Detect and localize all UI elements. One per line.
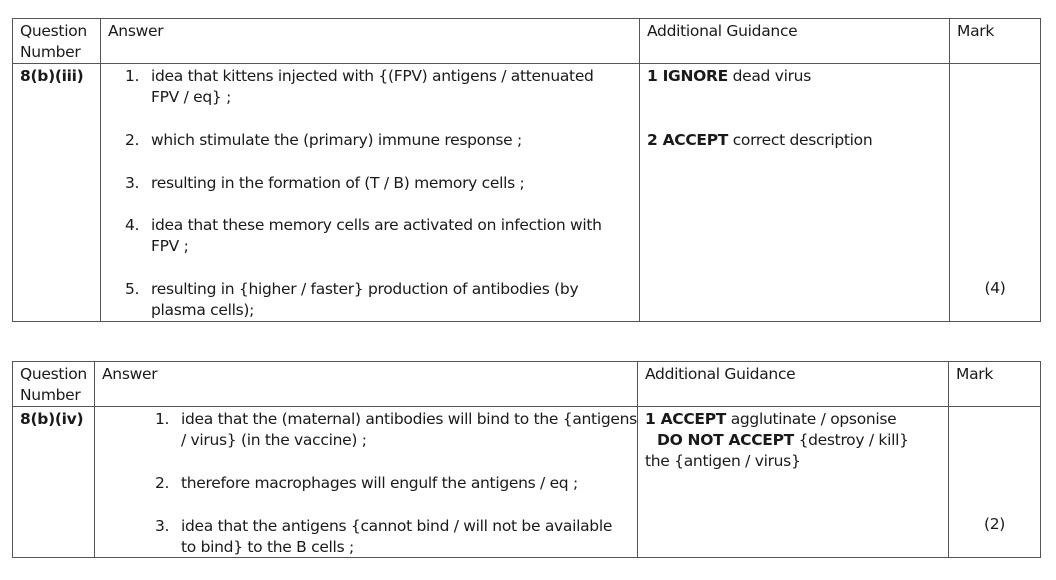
item-text: resulting in {higher / faster} production of antibodies (by plasma cells);	[151, 280, 579, 319]
item-number: 3.	[125, 174, 140, 192]
mark-scheme-table-2	[12, 361, 1041, 558]
item-number: 4.	[125, 216, 140, 234]
mark-cell	[950, 64, 1041, 322]
list-item	[125, 173, 621, 194]
question-number: 8(b)(iii)	[13, 64, 101, 322]
mark-cell	[949, 407, 1041, 558]
answer-cell	[101, 64, 640, 322]
item-text: idea that the antigens {cannot bind / will not be available to bind} to the B cells ;	[181, 517, 613, 556]
header-answer: Answer	[101, 19, 640, 64]
guidance-keyword: DO NOT ACCEPT	[657, 431, 794, 449]
guidance-item	[647, 130, 872, 151]
header-answer: Answer	[95, 362, 638, 407]
guidance-text: correct description	[728, 131, 873, 149]
list-item	[155, 409, 643, 451]
table-row	[13, 407, 1041, 558]
header-mark: Mark	[949, 362, 1041, 407]
item-text: idea that the (maternal) antibodies will bind to the {antigens / virus} (in the vaccine) ;	[181, 410, 637, 449]
guidance-keyword: 1 IGNORE	[647, 67, 728, 85]
list-item	[125, 279, 601, 321]
question-number: 8(b)(iv)	[13, 407, 95, 558]
guidance-text: dead virus	[727, 67, 811, 85]
table-header-row	[13, 362, 1041, 407]
list-item	[125, 215, 621, 257]
item-text: idea that kittens injected with {(FPV) antigens / attenuated FPV / eq} ;	[151, 67, 594, 106]
mark-value: (2)	[983, 515, 1006, 533]
answer-cell	[95, 407, 638, 558]
item-text: therefore macrophages will engulf the antigens / eq ;	[181, 474, 578, 492]
item-text: resulting in the formation of (T / B) memory cells ;	[151, 174, 525, 192]
header-question-number: Question Number	[13, 362, 95, 407]
guidance-keyword: 2 ACCEPT	[647, 131, 729, 149]
mark-value: (4)	[984, 279, 1006, 297]
table-header-row	[13, 19, 1041, 64]
list-item	[155, 473, 631, 494]
list-item	[125, 130, 621, 151]
guidance-cell	[638, 407, 949, 558]
item-number: 2.	[155, 474, 170, 492]
guidance-item	[647, 66, 811, 87]
guidance-keyword: 1 ACCEPT	[645, 410, 727, 428]
guidance-item	[645, 430, 935, 472]
header-question-number: Question Number	[13, 19, 101, 64]
item-number: 5.	[125, 280, 140, 298]
item-number: 1.	[155, 410, 170, 428]
table-row	[13, 64, 1041, 322]
header-additional-guidance: Additional Guidance	[640, 19, 950, 64]
list-item	[125, 66, 611, 108]
mark-scheme-table-1	[12, 18, 1041, 322]
item-number: 3.	[155, 517, 170, 535]
item-number: 2.	[125, 131, 140, 149]
list-item	[155, 516, 626, 558]
guidance-cell	[640, 64, 950, 322]
guidance-text: agglutinate / opsonise	[726, 410, 897, 428]
guidance-text: {destroy / kill} the {antigen / virus}	[645, 431, 909, 470]
item-text: idea that these memory cells are activated on infection with FPV ;	[151, 216, 602, 255]
header-additional-guidance: Additional Guidance	[638, 362, 949, 407]
item-number: 1.	[125, 67, 140, 85]
guidance-item	[645, 409, 896, 430]
header-mark: Mark	[950, 19, 1041, 64]
item-text: which stimulate the (primary) immune response ;	[151, 131, 522, 149]
